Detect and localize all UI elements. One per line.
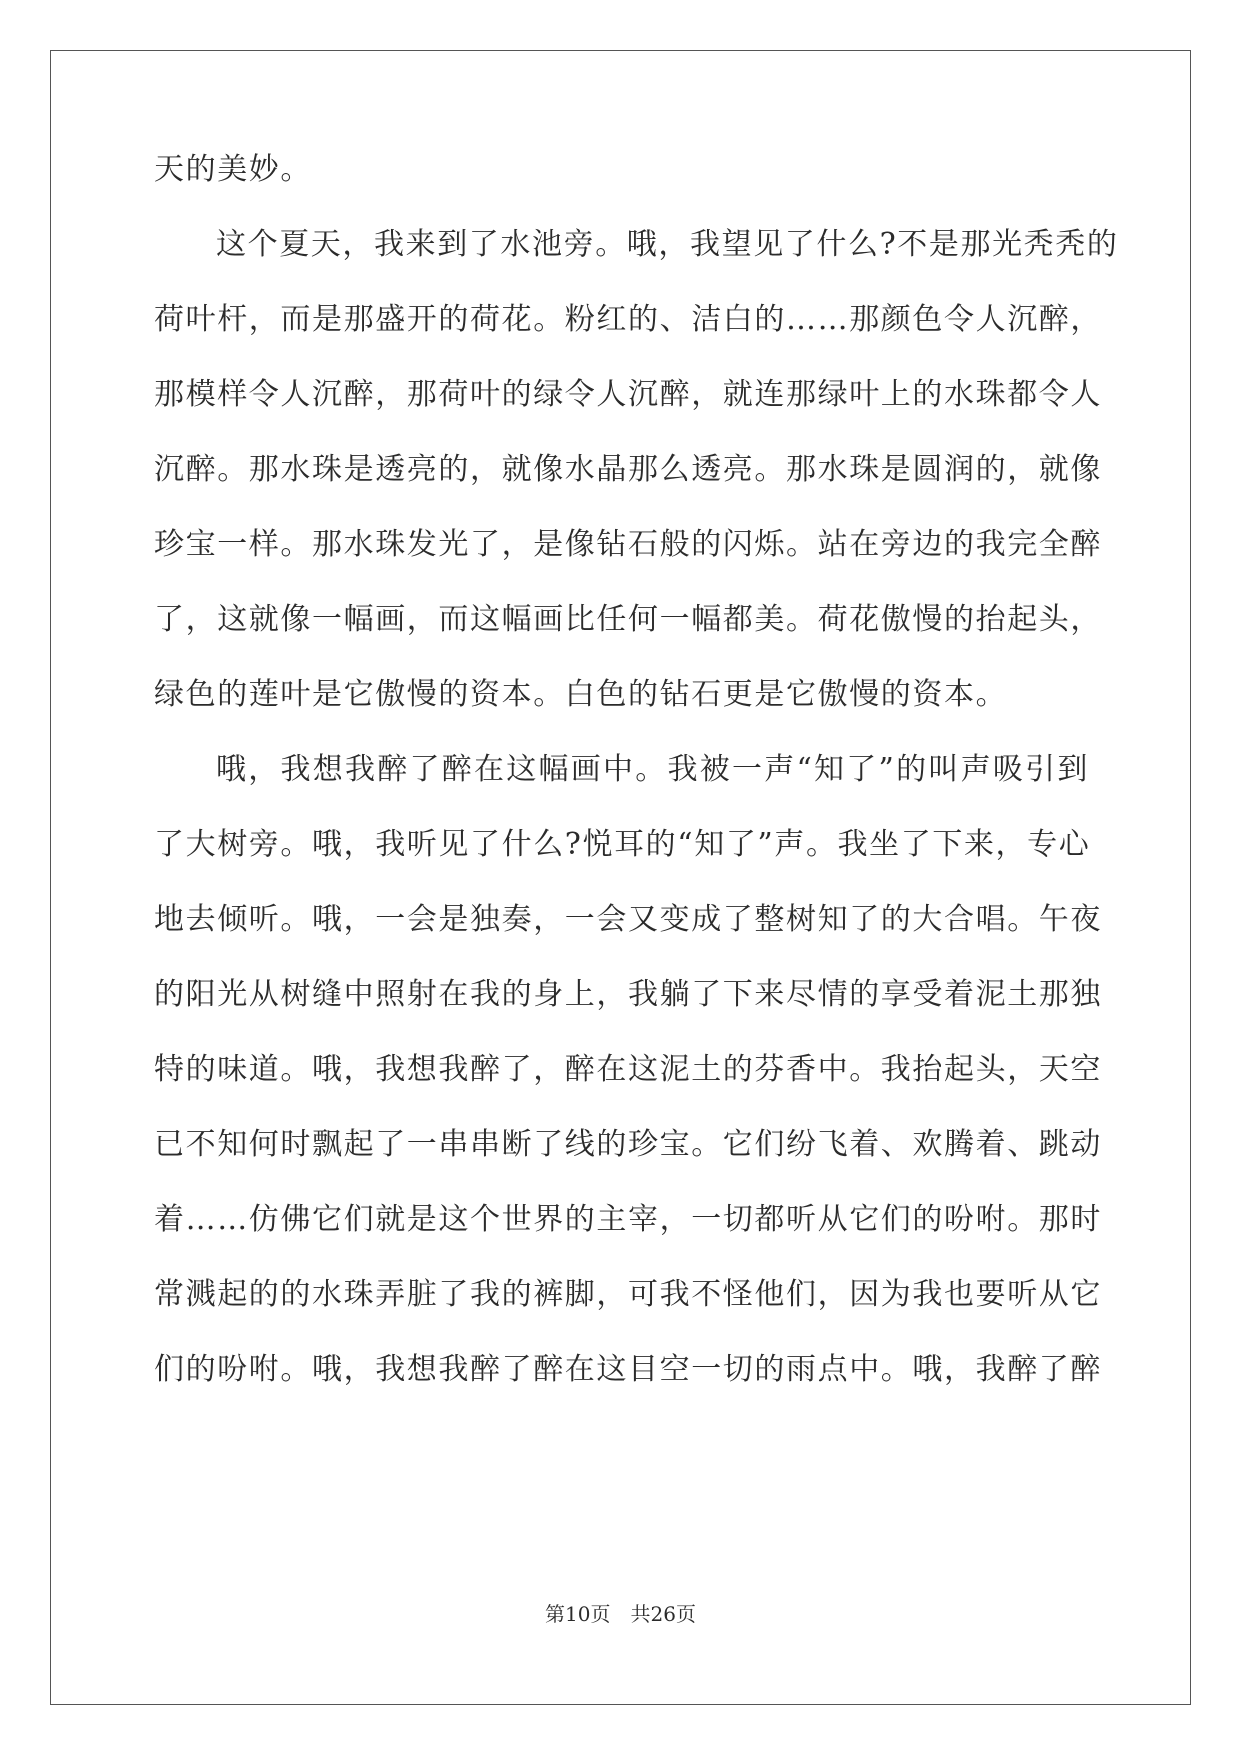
text-line: 珍宝一样。那水珠发光了，是像钻石般的闪烁。站在旁边的我完全醉: [154, 527, 1102, 562]
text-line: 特的味道。哦，我想我醉了，醉在这泥土的芬香中。我抬起头，天空: [154, 1052, 1102, 1087]
page-number-label: 第10页 共26页: [545, 1602, 696, 1626]
text-line: 了，这就像一幅画，而这幅画比任何一幅都美。荷花傲慢的抬起头，: [154, 602, 1102, 637]
text-line: 那模样令人沉醉，那荷叶的绿令人沉醉，就连那绿叶上的水珠都令人: [154, 377, 1102, 412]
paragraph-first-line: 这个夏天，我来到了水池旁。哦，我望见了什么?不是那光秃秃的: [216, 227, 1119, 262]
text-line: 绿色的莲叶是它傲慢的资本。白色的钻石更是它傲慢的资本。: [154, 677, 1008, 712]
page-border: [50, 50, 1191, 1705]
paragraph-first-line: 哦，我想我醉了醉在这幅画中。我被一声“知了”的叫声吸引到: [216, 752, 1089, 787]
text-line: 已不知何时飘起了一串串断了线的珍宝。它们纷飞着、欢腾着、跳动: [154, 1127, 1102, 1162]
text-line: 的阳光从树缝中照射在我的身上，我躺了下来尽情的享受着泥土那独: [154, 977, 1102, 1012]
text-line: 天的美妙。: [154, 152, 312, 187]
text-line: 着……仿佛它们就是这个世界的主宰，一切都听从它们的吩咐。那时: [154, 1202, 1102, 1237]
page-footer: [0, 1598, 1241, 1627]
text-line: 常溅起的的水珠弄脏了我的裤脚，可我不怪他们，因为我也要听从它: [154, 1277, 1102, 1312]
text-line: 地去倾听。哦，一会是独奏，一会又变成了整树知了的大合唱。午夜: [154, 902, 1102, 937]
text-line: 沉醉。那水珠是透亮的，就像水晶那么透亮。那水珠是圆润的，就像: [154, 452, 1102, 487]
text-line: 们的吩咐。哦，我想我醉了醉在这目空一切的雨点中。哦，我醉了醉: [154, 1352, 1102, 1387]
text-line: 了大树旁。哦，我听见了什么?悦耳的“知了”声。我坐了下来，专心: [154, 827, 1091, 862]
text-line: 荷叶杆，而是那盛开的荷花。粉红的、洁白的……那颜色令人沉醉，: [154, 302, 1102, 337]
